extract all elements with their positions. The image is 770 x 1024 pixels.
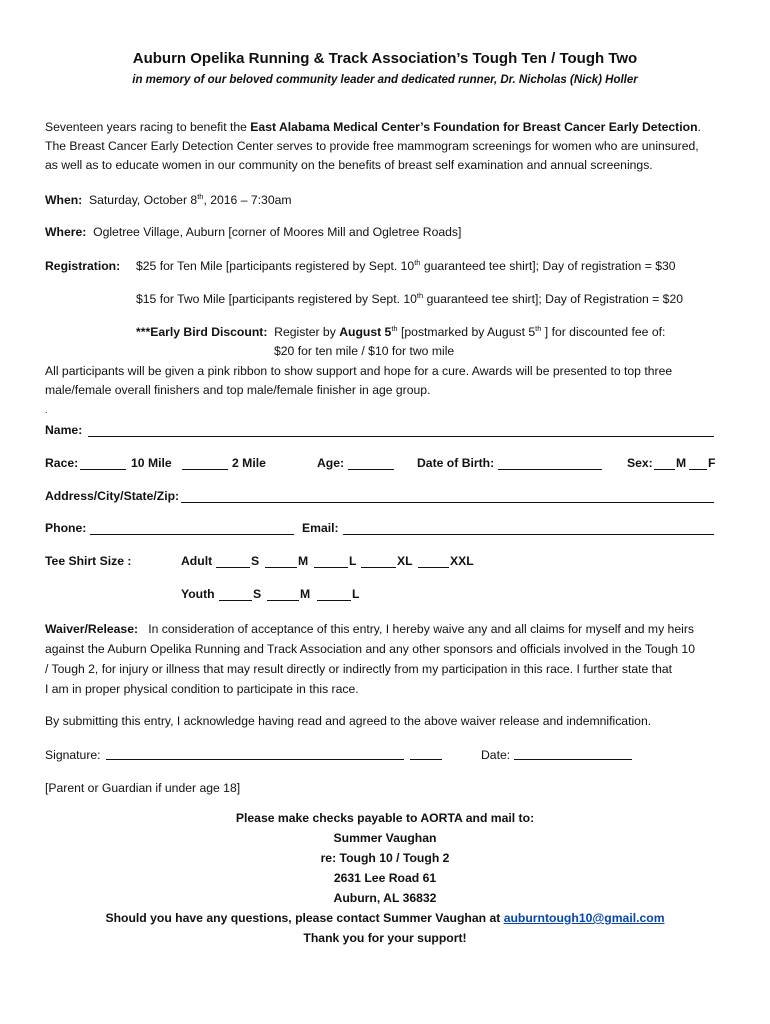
adult-l-blank[interactable] (314, 556, 348, 568)
name-field[interactable] (88, 425, 714, 437)
early-bird-sup: th (391, 323, 398, 333)
early-bird-date: August 5 (339, 325, 392, 339)
adult-s-blank[interactable] (216, 556, 250, 568)
email-label: Email: (302, 521, 339, 535)
adult-m-label: M (298, 554, 309, 568)
page-title: Auburn Opelika Running & Track Association’s Tough Ten / Tough Two (132, 50, 638, 67)
name-label: Name: (45, 423, 83, 437)
youth-m-label: M (300, 587, 311, 601)
signature-field[interactable] (106, 748, 404, 760)
where-label: Where: (45, 225, 87, 239)
tee-size-label: Tee Shirt Size : (45, 554, 132, 568)
foundation-name: East Alabama Medical Center’s Foundation for Breast Cancer Early Detection (250, 120, 698, 134)
adult-xxl-label: XXL (450, 554, 474, 568)
sex-label: Sex: (627, 456, 653, 470)
youth-l-blank[interactable] (317, 589, 351, 601)
mail-name: Summer Vaughan (333, 831, 437, 845)
acknowledgement-text: By submitting this entry, I acknowledge having read and agreed to the above waiver release and indemnification. (45, 714, 652, 728)
intro-line-3: as well as to educate women in our community on the benefits of breast self examination and annual screenings. (45, 158, 653, 172)
two-mile-blank[interactable] (182, 458, 228, 470)
participants-line-2: male/female overall finishers and top male/female finisher in age group. (45, 383, 431, 397)
mail-reference: re: Tough 10 / Tough 2 (320, 851, 450, 865)
waiver-line-2: against the Auburn Opelika Running and Track Association and any other sponsors and officials involved in the Tough 10 (45, 642, 695, 656)
questions-text: Should you have any questions, please contact Summer Vaughan at (105, 911, 504, 925)
phone-label: Phone: (45, 521, 87, 535)
ten-mile-blank[interactable] (80, 458, 126, 470)
two-mile-fee-text: $15 for Two Mile [participants registered by Sept. 10 (136, 292, 417, 306)
dob-label: Date of Birth: (417, 456, 495, 470)
participants-line-1: All participants will be given a pink ribbon to show support and hope for a cure. Awards will be presented to top three (45, 364, 673, 378)
two-mile-label: 2 Mile (232, 456, 266, 470)
where-value: Ogletree Village, Auburn [corner of Moores Mill and Ogletree Roads] (93, 225, 462, 239)
thank-you-note: Thank you for your support! (303, 931, 467, 945)
two-mile-sup: th (416, 290, 424, 300)
when-row (45, 190, 292, 210)
signature-extra-blank[interactable] (410, 748, 442, 760)
race-label: Race: (45, 456, 79, 470)
when-date-suffix: th (197, 191, 204, 201)
when-label: When: (45, 193, 83, 207)
signature-label: Signature: (45, 748, 101, 762)
waiver-line-1 (45, 619, 694, 639)
questions-line (0, 911, 770, 925)
where-row (45, 222, 461, 242)
early-bird-label: ***Early Bird Discount: (136, 325, 268, 339)
early-bird-postmark: [postmarked by August 5 (397, 325, 536, 339)
intro-text: Seventeen years racing to benefit the (45, 120, 251, 134)
youth-s-blank[interactable] (219, 589, 252, 601)
email-field[interactable] (343, 523, 714, 535)
adult-xl-label: XL (397, 554, 413, 568)
adult-s-label: S (251, 554, 260, 568)
dob-field[interactable] (498, 458, 602, 470)
registration-label: Registration: (45, 259, 121, 273)
ten-mile-label: 10 Mile (131, 456, 172, 470)
guardian-note: [Parent or Guardian if under age 18] (45, 781, 241, 795)
mail-city: Auburn, AL 36832 (333, 891, 437, 905)
page-subtitle: in memory of our beloved community leader and dedicated runner, Dr. Nicholas (Nick) Holler (132, 74, 638, 86)
early-bird-fees: $20 for ten mile / $10 for two mile (274, 344, 455, 358)
early-bird-row (136, 322, 665, 342)
youth-s-label: S (253, 587, 262, 601)
intro-line-1 (45, 117, 701, 137)
waiver-label: Waiver/Release: (45, 622, 139, 636)
sex-m-blank[interactable] (654, 458, 675, 470)
mailing-instructions: Please make checks payable to AORTA and mail to: (235, 811, 535, 825)
phone-field[interactable] (90, 523, 294, 535)
date-field[interactable] (514, 748, 632, 760)
adult-l-label: L (349, 554, 357, 568)
waiver-line-3: / Tough 2, for injury or illness that may result directly or indirectly from my participation in this race. I further state that (45, 662, 673, 676)
date-label: Date: (481, 748, 511, 762)
early-bird-post: ] for discounted fee of: (541, 325, 666, 339)
mail-street: 2631 Lee Road 61 (333, 871, 437, 885)
ten-mile-fee-text: $25 for Ten Mile [participants registered by Sept. 10 (136, 259, 415, 273)
two-mile-fee-rest: guaranteed tee shirt]; Day of Registration = $20 (423, 292, 684, 306)
sex-f-blank[interactable] (689, 458, 707, 470)
age-label: Age: (317, 456, 345, 470)
youth-m-blank[interactable] (267, 589, 299, 601)
youth-label: Youth (181, 587, 215, 601)
waiver-line-4: I am in proper physical condition to participate in this race. (45, 682, 359, 696)
registration-ten-mile (136, 256, 676, 276)
adult-label: Adult (181, 554, 213, 568)
ten-mile-fee-rest: guaranteed tee shirt]; Day of registration = $30 (420, 259, 676, 273)
when-time: , 2016 – 7:30am (203, 193, 292, 207)
contact-email-link[interactable]: auburntough10@gmail.com (503, 911, 665, 925)
when-date: Saturday, October 8 (89, 193, 198, 207)
adult-xl-blank[interactable] (361, 556, 396, 568)
intro-line-2: The Breast Cancer Early Detection Center serves to provide free mammogram screenings for women who are uninsured, (45, 139, 699, 153)
waiver-text: In consideration of acceptance of this entry, I hereby waive any and all claims for myself and my heirs (138, 622, 694, 636)
early-bird-pre: Register by (267, 325, 340, 339)
stray-dot: . (45, 405, 48, 415)
youth-l-label: L (352, 587, 360, 601)
address-field[interactable] (181, 491, 714, 503)
intro-period: . (697, 120, 701, 134)
sex-m-label: M (676, 456, 687, 470)
adult-xxl-blank[interactable] (418, 556, 449, 568)
address-label: Address/City/State/Zip: (45, 489, 180, 503)
sex-f-label: F (708, 456, 716, 470)
age-field[interactable] (348, 458, 394, 470)
registration-two-mile (136, 289, 683, 309)
ten-mile-sup: th (414, 257, 421, 267)
adult-m-blank[interactable] (265, 556, 297, 568)
early-bird-sup-2: th (535, 323, 542, 333)
